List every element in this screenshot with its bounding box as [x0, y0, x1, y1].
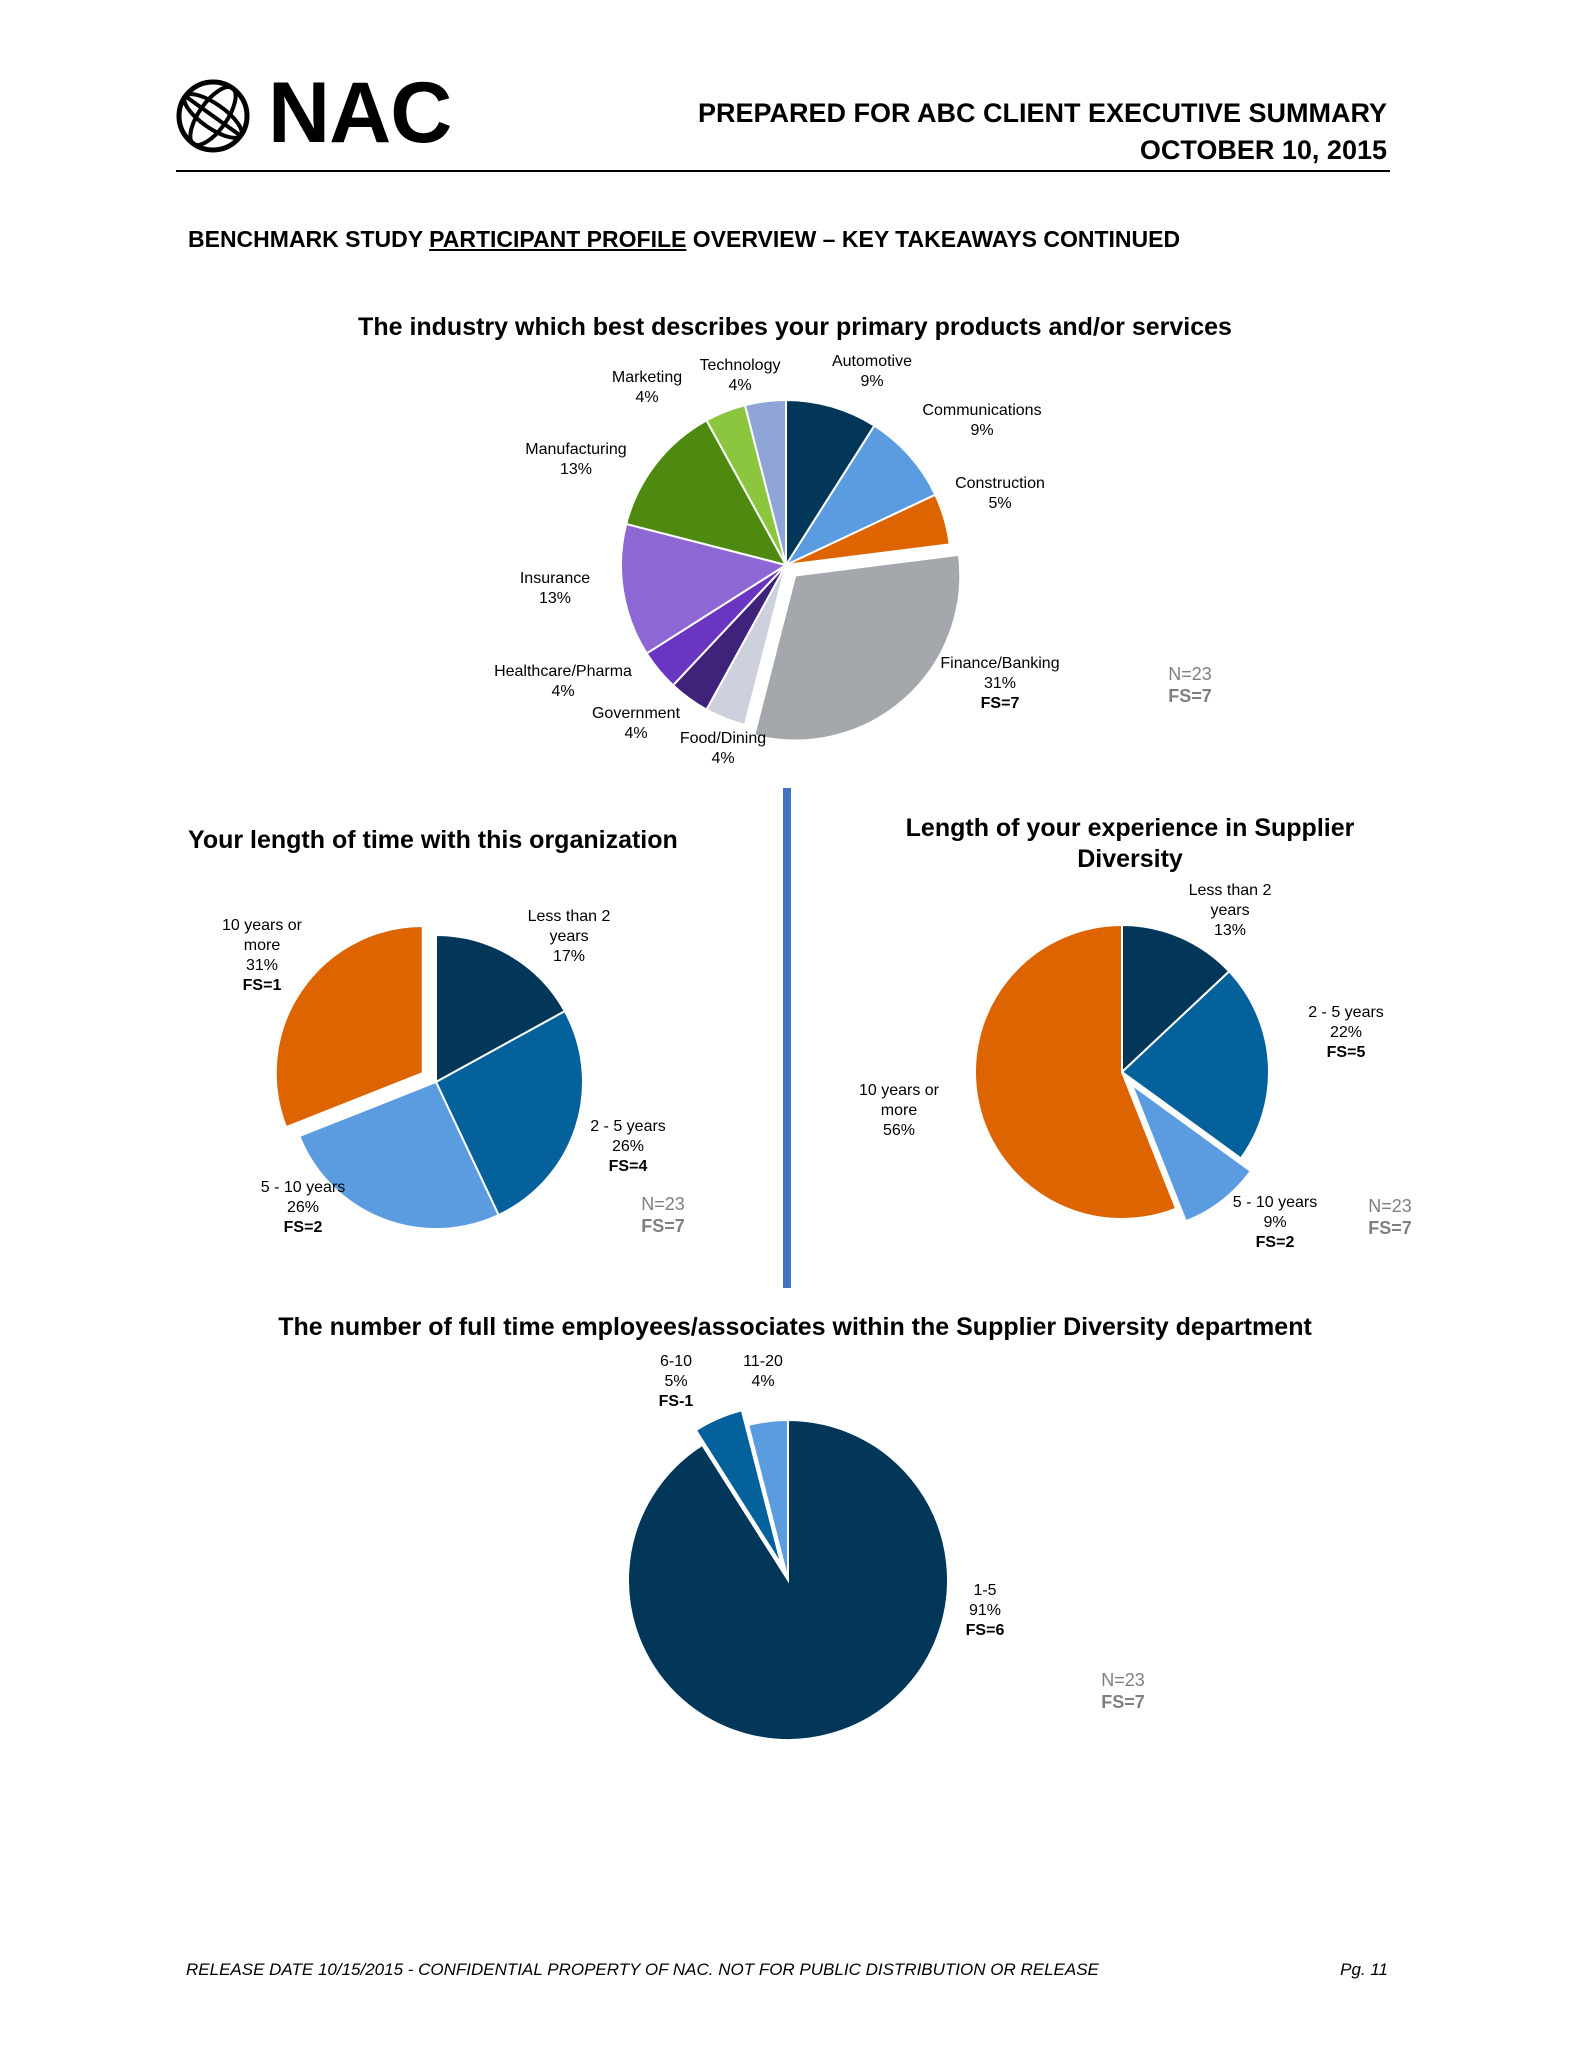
- data-label: Communications 9%: [922, 402, 1042, 439]
- sample-size-note: N=23 FS=7: [1368, 1196, 1412, 1238]
- data-label: Marketing 4%: [611, 369, 683, 406]
- chart2-title: Your length of time with this organization: [188, 826, 678, 854]
- data-label: 10 years or more 31% FS=1: [221, 917, 303, 994]
- data-label: Finance/Banking 31% FS=7: [940, 655, 1060, 712]
- sample-size-note: N=23 FS=7: [1101, 1670, 1145, 1712]
- chart3-title-line1: Length of your experience in Supplier: [905, 814, 1355, 842]
- data-label: 10 years or more 56%: [858, 1082, 940, 1139]
- data-label: 2 - 5 years 26% FS=4: [590, 1118, 666, 1175]
- data-label: Government 4%: [591, 705, 681, 742]
- data-label: Manufacturing 13%: [525, 441, 627, 478]
- section-title-suffix: OVERVIEW – KEY TAKEAWAYS CONTINUED: [686, 226, 1181, 252]
- sample-size-note: N=23 FS=7: [1168, 664, 1212, 706]
- data-label: Healthcare/Pharma 4%: [494, 663, 632, 700]
- chart4-title: The number of full time employees/associates within the Supplier Diversity department: [278, 1313, 1312, 1341]
- pie-slice-finance-banking: [754, 555, 960, 741]
- data-label: Food/Dining 4%: [679, 730, 767, 767]
- data-label: 5 - 10 years 26% FS=2: [260, 1179, 346, 1236]
- data-label: Less than 2 years 17%: [527, 908, 611, 965]
- chart3-title-line2: Diversity: [1077, 845, 1183, 873]
- data-label: 1-5 91% FS=6: [965, 1582, 1005, 1639]
- chart1-title: The industry which best describes your primary products and/or services: [358, 313, 1232, 341]
- data-label: 6-10 5% FS-1: [658, 1353, 694, 1410]
- header-date: OCTOBER 10, 2015: [1139, 135, 1387, 165]
- sample-size-note: N=23 FS=7: [641, 1194, 685, 1236]
- footer-disclaimer: RELEASE DATE 10/15/2015 - CONFIDENTIAL PROPERTY OF NAC. NOT FOR PUBLIC DISTRIBUTION OR RELEASE: [186, 1960, 1099, 1979]
- data-label: Less than 2 years 13%: [1188, 882, 1272, 939]
- data-label: 5 - 10 years 9% FS=2: [1232, 1194, 1318, 1251]
- data-label: 2 - 5 years 22% FS=5: [1308, 1004, 1384, 1061]
- data-label: Technology 4%: [699, 357, 781, 394]
- section-title-underlined: PARTICIPANT PROFILE: [429, 226, 687, 252]
- data-label: Construction 5%: [955, 475, 1045, 512]
- section-title-prefix: BENCHMARK STUDY: [188, 226, 430, 252]
- data-label: Automotive 9%: [831, 353, 913, 390]
- page-number: Pg. 11: [1340, 1960, 1388, 1979]
- header-title: PREPARED FOR ABC CLIENT EXECUTIVE SUMMARY: [697, 98, 1387, 128]
- data-label: 11-20 4%: [743, 1353, 783, 1390]
- logo-wordmark: NAC: [268, 65, 452, 161]
- data-label: Insurance 13%: [519, 570, 591, 607]
